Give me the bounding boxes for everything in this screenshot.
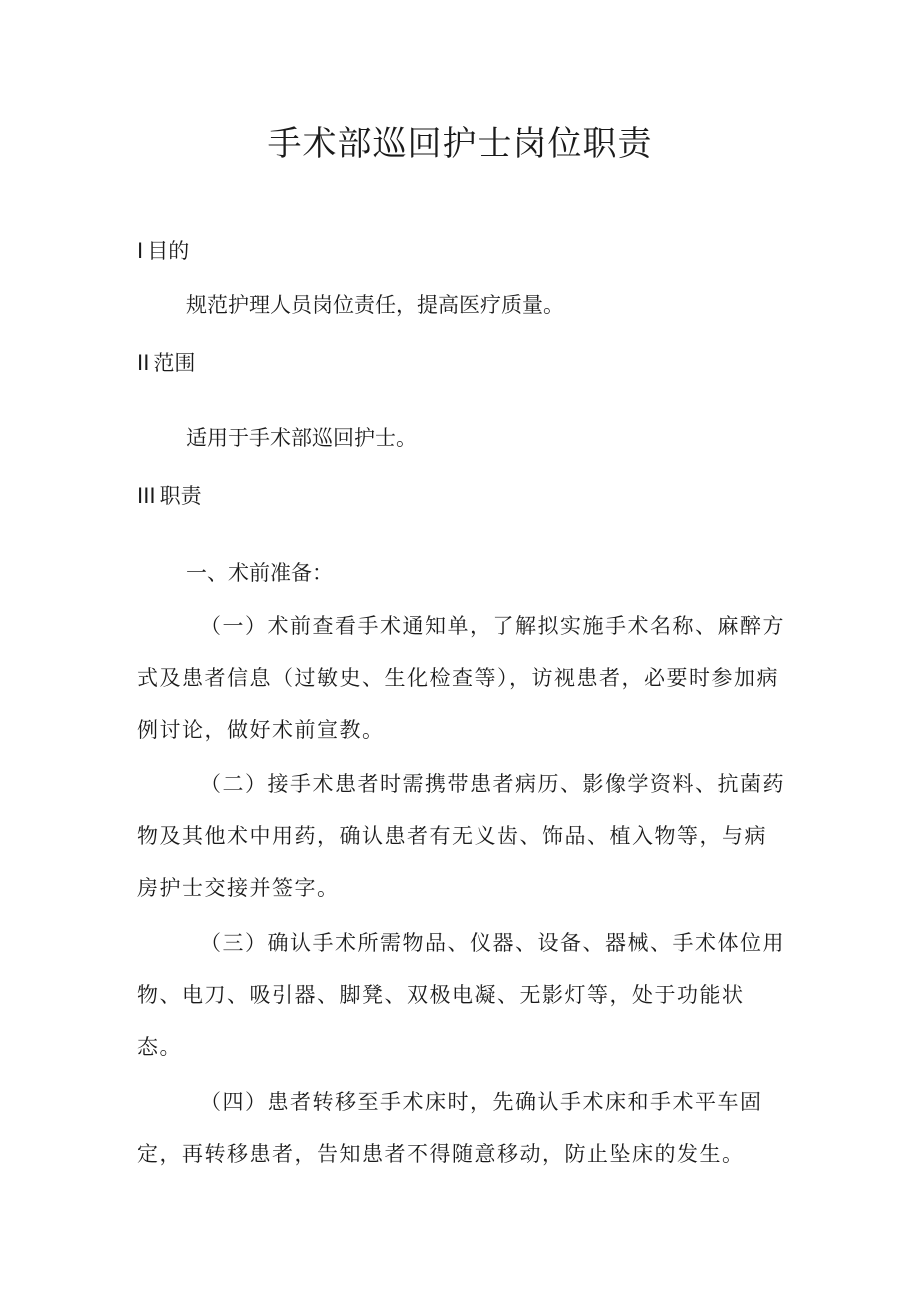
section-number: I bbox=[137, 239, 144, 263]
section-number: III bbox=[137, 484, 156, 508]
section-number: II bbox=[137, 351, 150, 375]
duty-item-1: （一）术前查看手术通知单，了解拟实施手术名称、麻醉方式及患者信息（过敏史、生化检查等），访视患者，必要时参加病例讨论，做好术前宣教。 bbox=[137, 614, 785, 742]
section-label: 职责 bbox=[159, 484, 202, 508]
section-heading-purpose bbox=[137, 236, 189, 266]
duty-item-3: （三）确认手术所需物品、仪器、设备、器械、手术体位用物、电刀、吸引器、脚凳、双极电凝、无影灯等，处于功能状态。 bbox=[137, 931, 785, 1059]
duty-item-2: （二）接手术患者时需携带患者病历、影像学资料、抗菌药物及其他术中用药，确认患者有无义齿、饰品、植入物等，与病房护士交接并签字。 bbox=[137, 772, 785, 900]
subheading-preop: 一、术前准备： bbox=[186, 561, 333, 585]
section-label: 范围 bbox=[153, 351, 196, 375]
document-title: 手术部巡回护士岗位职责 bbox=[267, 124, 653, 164]
section-label: 目的 bbox=[147, 239, 190, 263]
section-heading-duties bbox=[137, 481, 202, 511]
duty-item-4: （四）患者转移至手术床时，先确认手术床和手术平车固定，再转移患者，告知患者不得随意移动，防止坠床的发生。 bbox=[137, 1090, 763, 1166]
section-body-scope: 适用于手术部巡回护士。 bbox=[186, 426, 417, 450]
section-body-purpose: 规范护理人员岗位责任，提高医疗质量。 bbox=[186, 293, 564, 317]
section-heading-scope bbox=[137, 348, 195, 378]
